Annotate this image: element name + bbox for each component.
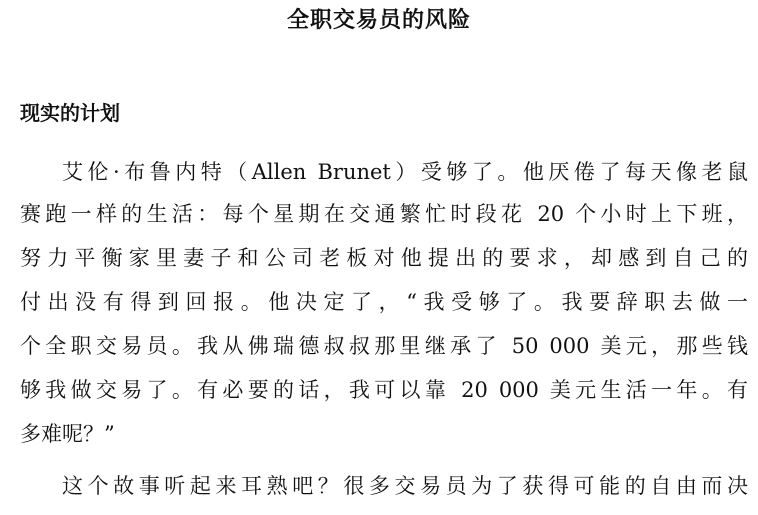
text-line: 付出没有得到回报。他决定了，“我受够了。我要辞职去做一 [20, 290, 748, 314]
text-line: 努力平衡家里妻子和公司老板对他提出的要求，却感到自己的 [20, 246, 748, 270]
text-line: 够我做交易了。有必要的话，我可以靠 20 000 美元生活一年。有 [20, 378, 748, 402]
text-line: 这个故事听起来耳熟吧？很多交易员为了获得可能的自由而决 [62, 474, 748, 498]
text-line: 多难呢？” [20, 422, 115, 446]
text-line: 艾伦·布鲁内特（Allen Brunet）受够了。他厌倦了每天像老鼠 [62, 160, 748, 184]
section-heading: 现实的计划 [20, 101, 120, 125]
text-line: 个全职交易员。我从佛瑞德叔叔那里继承了 50 000 美元，那些钱 [20, 334, 748, 358]
chapter-title: 全职交易员的风险 [286, 8, 471, 33]
text-line: 赛跑一样的生活：每个星期在交通繁忙时段花 20 个小时上下班， [20, 202, 748, 226]
